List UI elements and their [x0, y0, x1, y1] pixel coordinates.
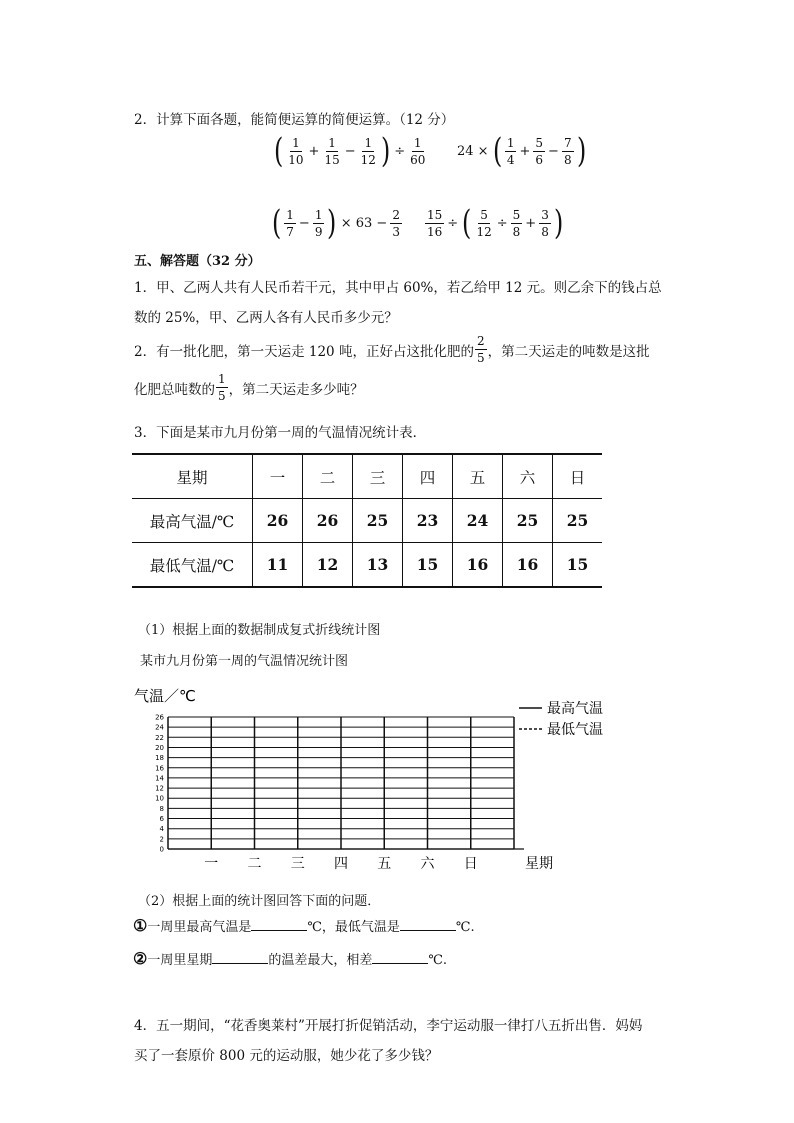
table-cell: 25 [353, 499, 403, 543]
table-header-cell: 二 [303, 454, 353, 499]
x-tick-label: 日 [463, 856, 478, 872]
problem-2-line-2: 化肥总吨数的 $\frac{1}{5}$ ，第二天运走多少吨？ [134, 372, 364, 403]
answer-blank[interactable] [372, 963, 428, 964]
table-cell: 16 [503, 543, 553, 588]
math-expression-3: ( $\frac{1}{7}$ − $\frac{1}{9}$ ) × 63 − $\frac{2}{3}$ [271, 203, 400, 243]
x-tick-label: 三 [290, 856, 305, 872]
section-heading: 五、解答题（32 分） [134, 254, 261, 269]
y-tick-label: 0 [159, 845, 164, 854]
table-cell: 15 [403, 543, 453, 588]
y-tick-label: 2 [159, 835, 164, 844]
table-cell: 25 [503, 499, 553, 543]
x-tick-label: 五 [377, 856, 392, 872]
q2-title: 2．计算下面各题，能简便运算的简便运算。（12 分） [134, 112, 455, 128]
y-tick-label: 8 [159, 804, 164, 813]
y-tick-label: 10 [155, 794, 164, 803]
answer-blank[interactable] [400, 930, 456, 931]
problem-1-line-1: 1．甲、乙两人共有人民币若干元，其中甲占 60%，若乙给甲 12 元。则乙余下的钱占总 [134, 280, 662, 296]
y-tick-label: 4 [159, 825, 164, 834]
table-header-cell: 五 [453, 454, 503, 499]
chart-title: 某市九月份第一周的气温情况统计图 [140, 654, 349, 669]
problem-1-line-2: 数的 25%，甲、乙两人各有人民币多少元？ [134, 310, 398, 326]
answer-blank[interactable] [251, 930, 307, 931]
y-tick-label: 18 [155, 754, 164, 763]
table-header-cell: 四 [403, 454, 453, 499]
x-tick-label: 一 [204, 856, 219, 872]
table-cell: 12 [303, 543, 353, 588]
y-tick-label: 6 [159, 815, 164, 824]
table-cell: 26 [253, 499, 303, 543]
legend-label: 最低气温 [547, 722, 603, 738]
legend-label: 最高气温 [547, 701, 603, 717]
sub-question-2: （2）根据上面的统计图回答下面的问题． [138, 894, 381, 909]
x-tick-label: 四 [334, 856, 348, 872]
y-tick-label: 12 [155, 784, 164, 793]
answer-blank[interactable] [212, 963, 268, 964]
math-expression-1: ( $\frac{1}{10}$ + $\frac{1}{15}$ − $\frac{1}{12}$ ) ÷ $\frac{1}{60}$ [273, 131, 426, 171]
math-expression-4: $\frac{15}{16}$ ÷ ( $\frac{5}{12}$ ÷ $\frac{5}{8}$ + $\frac{3}{8}$ ) [427, 203, 564, 243]
table-header-cell: 一 [253, 454, 303, 499]
x-tick-label: 六 [420, 856, 435, 872]
y-tick-label: 24 [155, 723, 164, 732]
table-header-cell: 星期 [132, 454, 253, 499]
y-tick-label: 14 [155, 774, 164, 783]
problem-3-title: 3．下面是某市九月份第一周的气温情况统计表． [134, 425, 427, 441]
y-tick-label: 20 [155, 743, 164, 752]
table-cell: 26 [303, 499, 353, 543]
table-cell: 13 [353, 543, 403, 588]
math-expression-2: 24 × ( $\frac{1}{4}$ + $\frac{5}{6}$ − $\frac{7}{8}$ ) [457, 131, 586, 171]
sub-question-1: （1）根据上面的数据制成复式折线统计图 [138, 623, 381, 638]
y-axis-label: 气温／℃ [134, 687, 196, 705]
x-axis-label: 星期 [525, 856, 553, 872]
table-cell: 23 [403, 499, 453, 543]
problem-4-line-1: 4．五一期间，“花香奥莱村”开展打折促销活动，李宁运动服一律打八五折出售．妈妈 [134, 1018, 643, 1034]
y-tick-label: 16 [155, 764, 164, 773]
answer-line-1: ① 一周里最高气温是 ℃，最低气温是 ℃. [133, 916, 475, 935]
table-header-cell: 日 [553, 454, 603, 499]
table-cell: 16 [453, 543, 503, 588]
table-cell: 15 [553, 543, 603, 588]
table-cell: 25 [553, 499, 603, 543]
x-tick-label: 二 [247, 856, 262, 872]
table-cell: 24 [453, 499, 503, 543]
y-tick-label: 22 [155, 733, 164, 742]
answer-line-2: ② 一周里星期 的温差最大，相差 ℃. [133, 949, 448, 968]
problem-2-line-1: 2．有一批化肥，第一天运走 120 吨，正好占这批化肥的 $\frac{2}{5}$ ，第二天运走的吨数是这批 [134, 334, 650, 365]
table-cell: 11 [253, 543, 303, 588]
table-header-cell: 六 [503, 454, 553, 499]
problem-4-line-2: 买了一套原价 800 元的运动服，她少花了多少钱？ [134, 1048, 439, 1064]
y-tick-label: 26 [155, 713, 164, 722]
table-header-cell: 三 [353, 454, 403, 499]
table-cell: 最低气温/℃ [132, 543, 253, 588]
table-cell: 最高气温/℃ [132, 499, 253, 543]
